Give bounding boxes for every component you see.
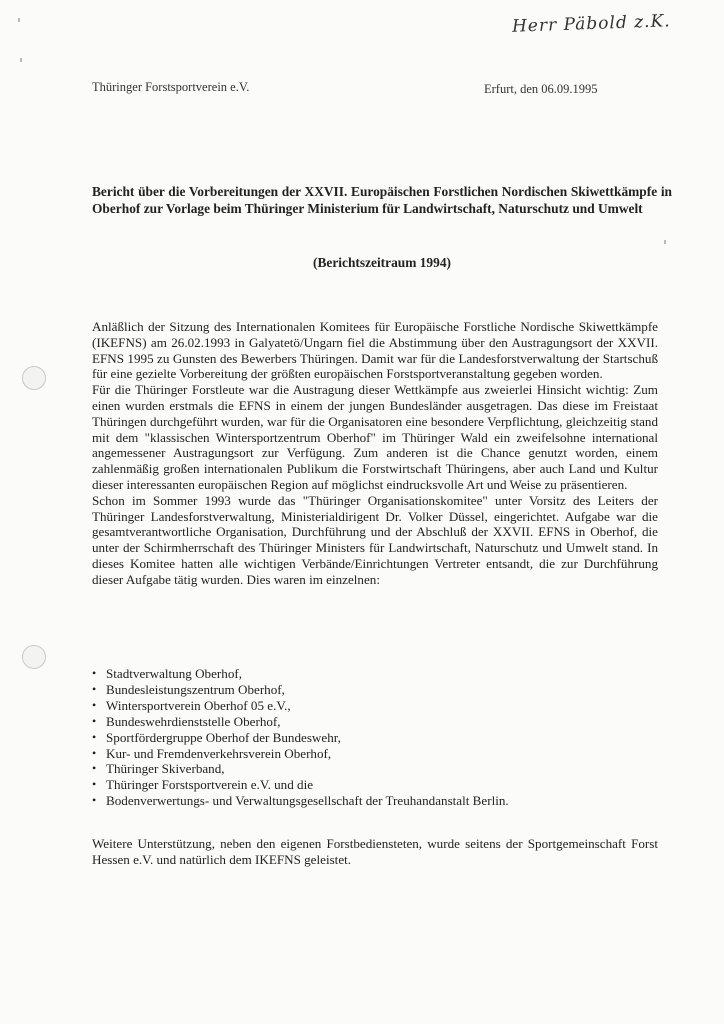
organization-list <box>92 666 658 809</box>
body-paragraph: Für die Thüringer Forstleute war die Austragung dieser Wettkämpfe aus zweierlei Hinsicht wichtig: Zum einen wurden erstmals die EFNS in einem der jungen Bundesländer ausgetragen. Das diese im Freistaat Thüringen durchgeführt wurden, war für die Organisatoren eine besondere Verpflichtung, gleichzeitig stand mit dem "klassischen Wintersportzentrum Oberhof" im Thüringer Wald ein zweifelsohne international angemessener Austragungsort zur Verfügung. Zum anderen ist die Chance genutzt worden, einem zahlenmäßig großen internationalen Publikum die Forstwirtschaft Thüringens, aber auch Land und Kultur dieser interessanten europäischen Region auf möglichst eindrucksvolle Art und Weise zu präsentieren. <box>92 382 658 492</box>
list-item: • Sportfördergruppe Oberhof der Bundeswehr, <box>92 730 658 746</box>
body-paragraph: Anläßlich der Sitzung des Internationalen Komitees für Europäische Forstliche Nordische Skiwettkämpfe (IKEFNS) am 26.02.1993 in Galyatetö/Ungarn fiel die Abstimmung über den Austragungsort der XXVII. EFNS 1995 zu Gunsten des Bewerbers Thüringen. Damit war für die Landesforstverwaltung der Startschuß für eine gezielte Vorbereitung der größten europäischen Forstsportveranstaltung gegeben worden. <box>92 319 658 382</box>
punch-hole <box>22 366 46 390</box>
list-item: • Stadtverwaltung Oberhof, <box>92 666 658 682</box>
body-paragraph: Schon im Sommer 1993 wurde das "Thüringer Organisationskomitee" unter Vorsitz des Leiters der Thüringer Landesforstverwaltung, Ministerialdirigent Dr. Volker Düssel, eingerichtet. Aufgabe war die gesamtverantwortliche Organisation, Durchführung und der Abschluß der XXVII. EFNS in Oberhof, die unter der Schirmherrschaft des Thüringer Ministers für Landwirtschaft, Naturschutz und Umwelt stand. In dieses Komitee hatten alle wichtigen Verbände/Einrichtungen Vertreter entsandt, die zur Durchführung dieser Aufgabe tätig wurden. Dies waren im einzelnen: <box>92 492 658 587</box>
list-item: • Kur- und Fremdenverkehrsverein Oberhof, <box>92 746 658 762</box>
list-item: • Thüringer Skiverband, <box>92 761 658 777</box>
margin-mark <box>664 240 666 244</box>
punch-hole <box>22 645 46 669</box>
list-item: • Bundeswehrdienststelle Oberhof, <box>92 714 658 730</box>
report-body <box>92 319 658 588</box>
closing-paragraph: Weitere Unterstützung, neben den eigenen Forstbediensteten, wurde seitens der Sportgemeinschaft Forst Hessen e.V. und natürlich dem IKEFNS geleistet. <box>92 836 658 867</box>
list-item: • Bundesleistungszentrum Oberhof, <box>92 682 658 698</box>
report-period: (Berichtszeitraum 1994) <box>313 255 451 270</box>
margin-mark <box>18 18 20 22</box>
sender-organization: Thüringer Forstsportverein e.V. <box>92 80 250 94</box>
list-item: • Thüringer Forstsportverein e.V. und die <box>92 777 658 793</box>
margin-mark <box>20 58 22 62</box>
place-date-line: Erfurt, den 06.09.1995 <box>484 82 598 96</box>
handwritten-note: Herr Päbold z.K. <box>511 11 671 37</box>
report-title: Bericht über die Vorbereitungen der XXVII. Europäischen Forstlichen Nordischen Skiwettkämpfe in Oberhof zur Vorlage beim Thüringer Ministerium für Landwirtschaft, Naturschutz und Umwelt <box>92 184 672 216</box>
list-item: • Wintersportverein Oberhof 05 e.V., <box>92 698 658 714</box>
list-item: • Bodenverwertungs- und Verwaltungsgesellschaft der Treuhandanstalt Berlin. <box>92 793 658 809</box>
